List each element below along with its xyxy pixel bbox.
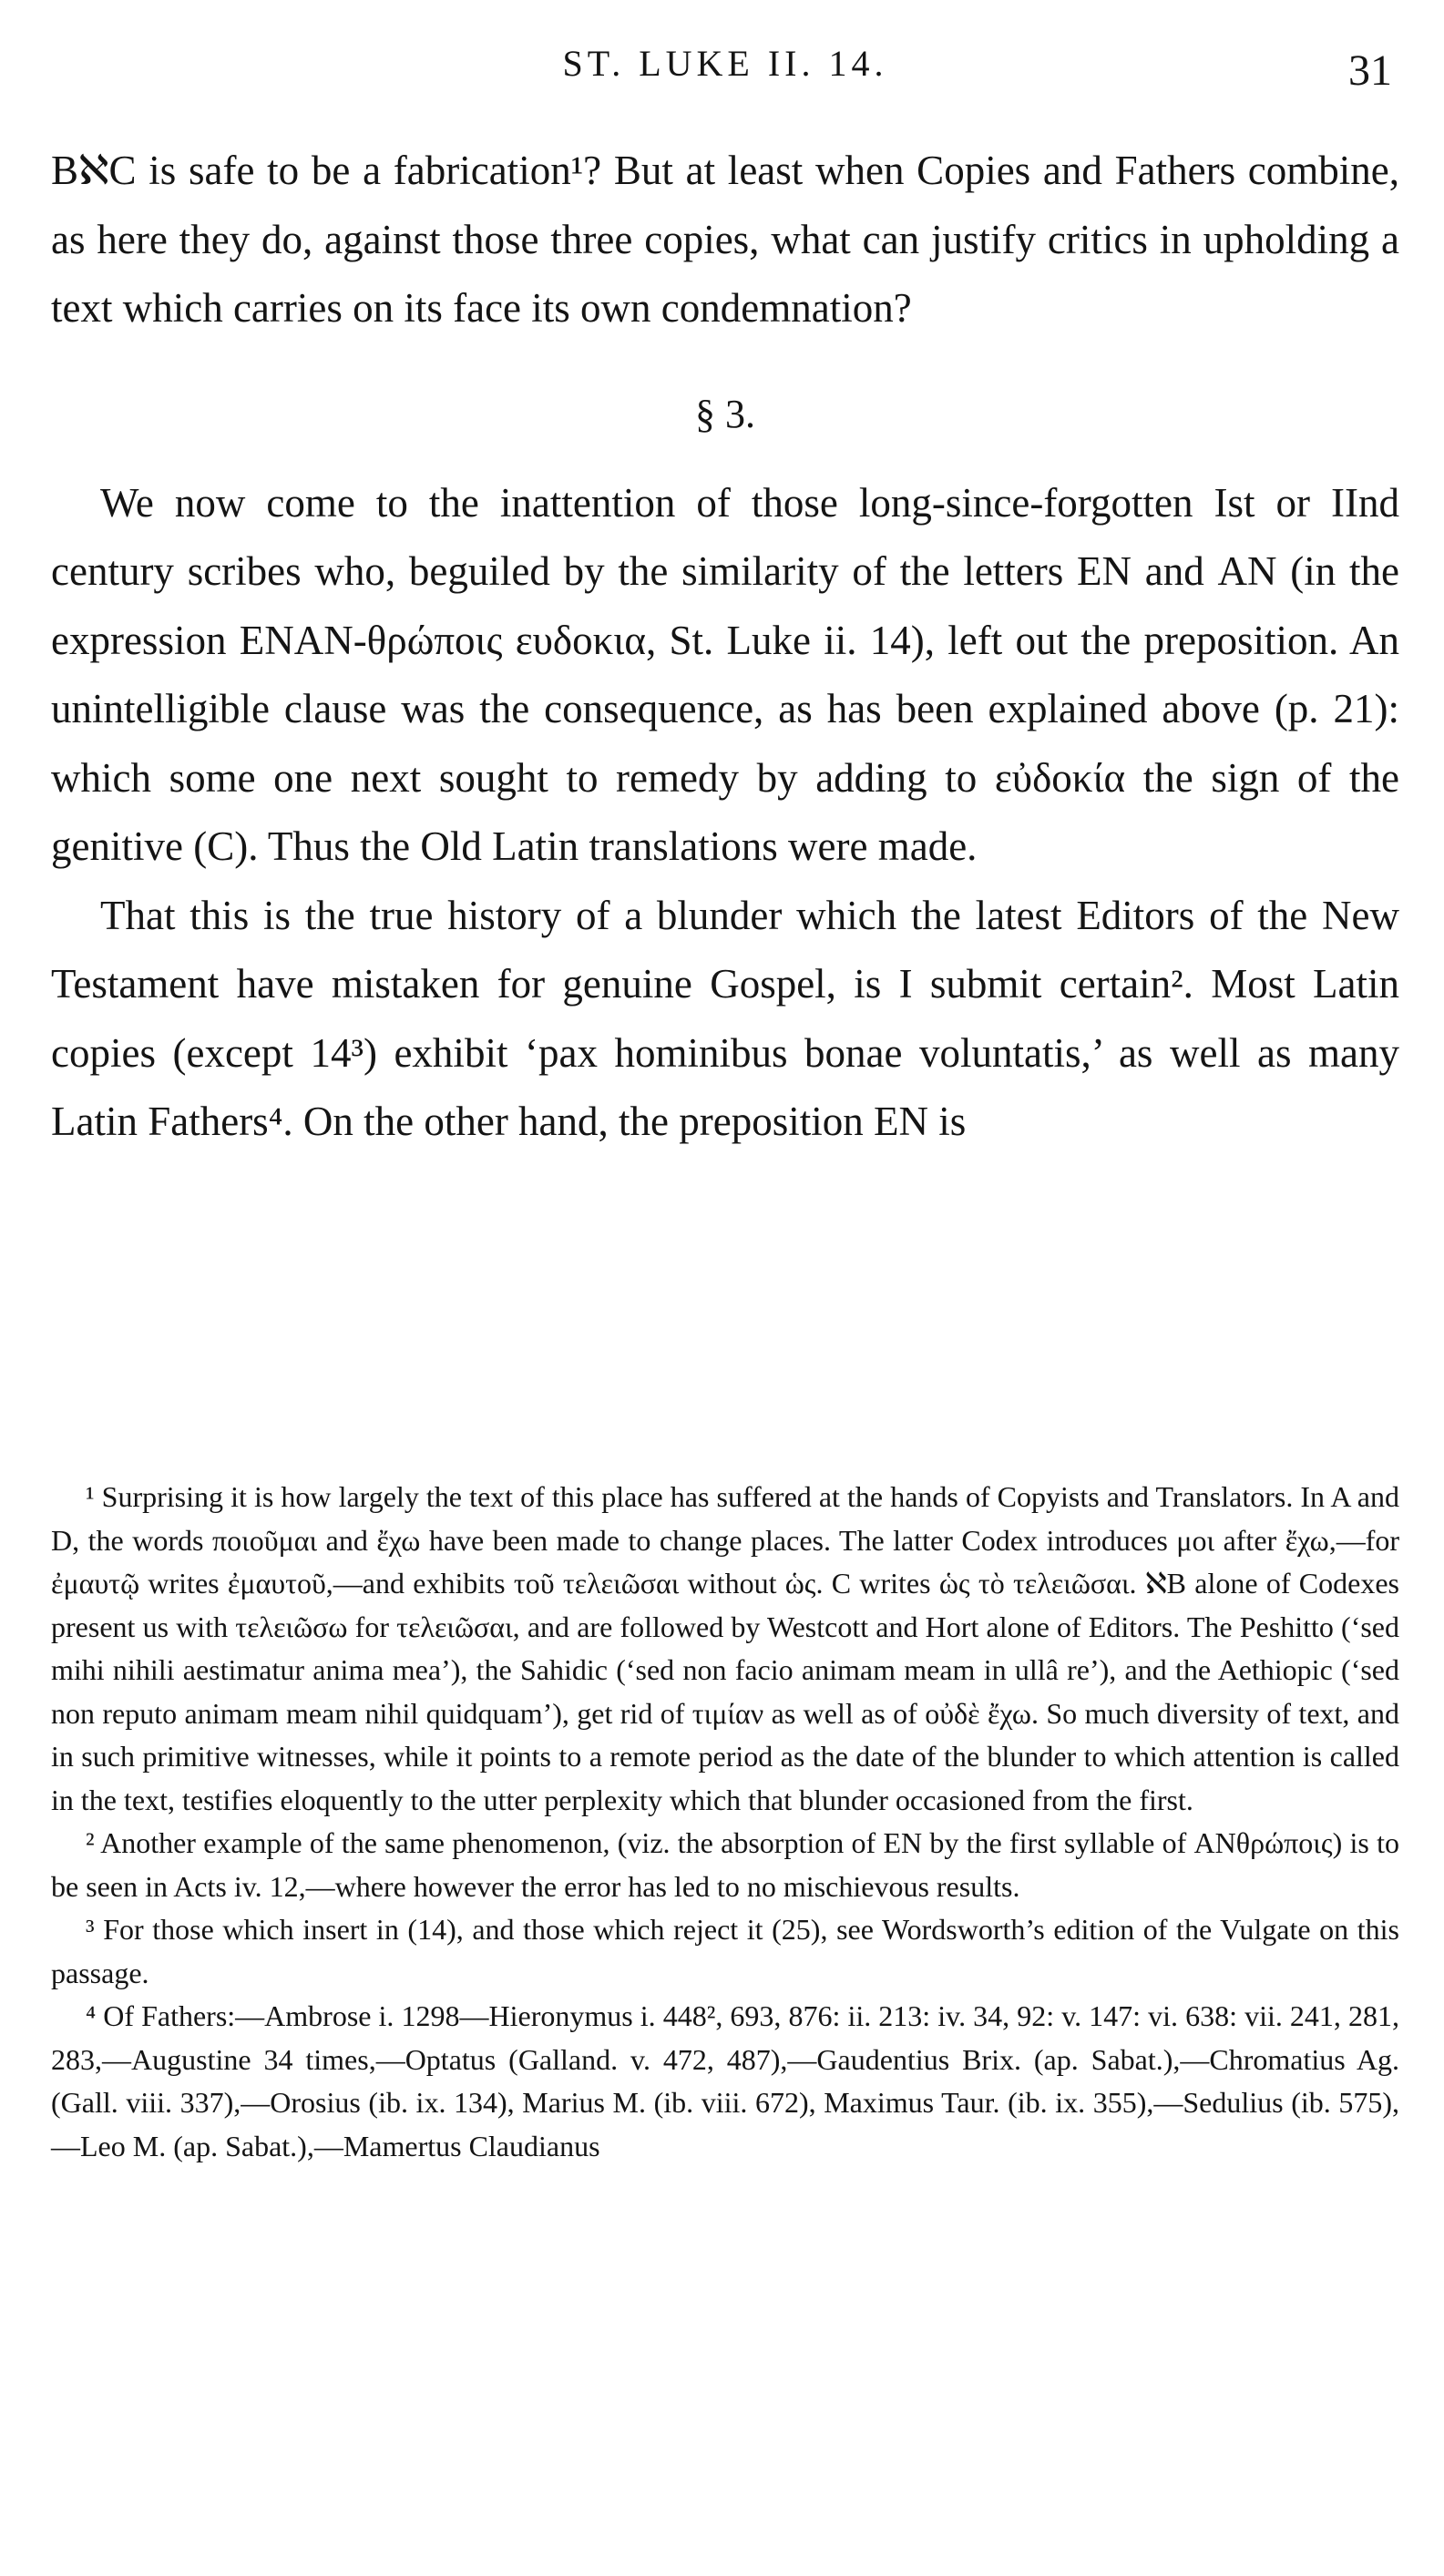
- paragraph-2: We now come to the inattention of those long-since-forgotten Ist or IInd century scribes who, beguiled by the similarity of the letters ΕN and ΑN (in the expression ΕNΑN-θρώποις ευδοκια, St. Luke ii. 14), left out the preposition. An unintelligible clause was the consequence, as has been explained above (p. 21): which some one next sought to remedy by adding to εὐδοκία the sign of the genitive (C). Thus the Old Latin translations were made.: [51, 479, 1399, 869]
- footnote-4: ⁴ Of Fathers:—Ambrose i. 1298—Hieronymus i. 448², 693, 876: ii. 213: iv. 34, 92: v. 147: vi. 638: vii. 241, 281, 283,—Augustine 34 times,—Optatus (Galland. v. 472, 487),—Gaudentius Brix. (ap. Sabat.),—Chromatius Ag. (Gall. viii. 337),—Orosius (ib. ix. 134), Marius M. (ib. viii. 672), Maximus Taur. (ib. ix. 355),—Sedulius (ib. 575),—Leo M. (ap. Sabat.),—Mamertus Claudianus: [51, 1999, 1399, 2162]
- main-text: [51, 137, 1399, 1157]
- paragraph-3: That this is the true history of a blunder which the latest Editors of the New Testament have mistaken for genuine Gospel, is I submit certain². Most Latin copies (except 14³) exhibit ‘pax hominibus bonae voluntatis,’ as well as many Latin Fathers⁴. On the other hand, the preposition ΕN is: [51, 892, 1399, 1144]
- footnotes: [51, 1476, 1399, 2168]
- footnote-1: ¹ Surprising it is how largely the text of this place has suffered at the hands of Copyists and Translators. In A and D, the words ποιοῦμαι and ἔχω have been made to change places. The latter Codex introduces μοι after ἔχω,—for ἐμαυτῷ writes ἐμαυτοῦ,—and exhibits τοῦ τελειῶσαι without ὡς. C writes ὡς τὸ τελειῶσαι. ℵB alone of Codexes present us with τελειῶσω for τελειῶσαι, and are followed by Westcott and Hort alone of Editors. The Peshitto (‘sed mihi nihili aestimatur anima mea’), the Sahidic (‘sed non facio animam meam in ullâ re’), and the Aethiopic (‘sed non reputo animam meam nihil quidquam’), get rid of τιμίαν as well as of οὐδὲ ἔχω. So much diversity of text, and in such primitive witnesses, while it points to a remote period as the date of the blunder to which attention is called in the text, testifies eloquently to the utter perplexity which that blunder occasioned from the first.: [51, 1480, 1399, 1816]
- paragraph-1: BℵC is safe to be a fabrication¹? But at least when Copies and Fathers combine, as here they do, against those three copies, what can justify critics in upholding a text which carries on its face its own condemnation?: [51, 148, 1399, 331]
- running-title: ST. LUKE II. 14.: [562, 43, 888, 84]
- footnote-3: ³ For those which insert in (14), and those which reject it (25), see Wordsworth’s edition of the Vulgate on this passage.: [51, 1913, 1399, 1989]
- footnote-2: ² Another example of the same phenomenon, (viz. the absorption of ΕN by the first syllable of ΑNθρώποις) is to be seen in Acts iv. 12,—where however the error has led to no mischievous results.: [51, 1826, 1399, 1903]
- page-header: [51, 42, 1399, 93]
- page-number: 31: [1348, 46, 1392, 95]
- section-heading: § 3.: [695, 391, 755, 436]
